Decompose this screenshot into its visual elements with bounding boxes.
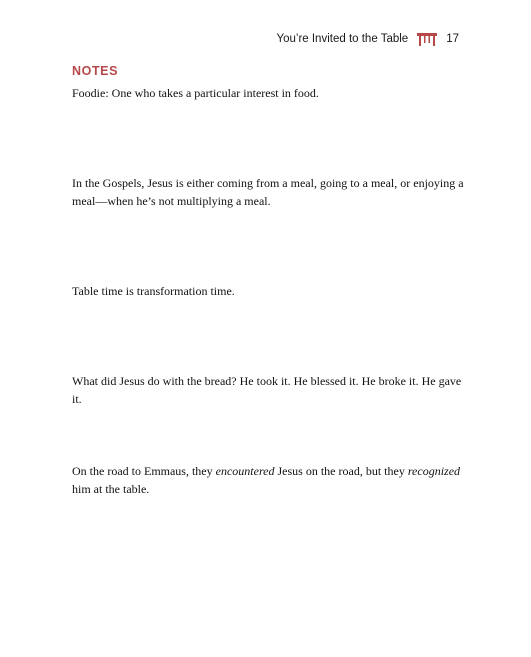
note-text: Foodie: One who takes a particular interest in food. <box>72 86 319 100</box>
note-text-part: On the road to Emmaus, they <box>72 464 216 478</box>
notes-heading: NOTES <box>72 64 119 78</box>
note-text: What did Jesus do with the bread? He took it. He blessed it. He broke it. He gave it. <box>72 374 462 406</box>
note-text: Table time is transformation time. <box>72 284 235 298</box>
note-foodie <box>72 84 464 102</box>
running-title: You’re Invited to the Table <box>276 33 409 45</box>
note-emmaus <box>72 462 464 498</box>
note-text: In the Gospels, Jesus is either coming from a meal, going to a meal, or enjoying a meal—when he’s not multiplying a meal. <box>72 176 464 208</box>
note-emphasis-recognized: recognized <box>407 464 461 478</box>
note-table-time <box>72 282 464 300</box>
page-number: 17 <box>446 33 459 45</box>
note-emphasis-encountered: encountered <box>215 464 275 478</box>
note-gospels-meal <box>72 174 464 210</box>
note-text-part: him at the table. <box>72 482 150 496</box>
table-icon <box>416 32 438 46</box>
running-header <box>276 32 459 46</box>
note-text-part: Jesus on the road, but they <box>274 464 408 478</box>
note-bread <box>72 372 472 408</box>
